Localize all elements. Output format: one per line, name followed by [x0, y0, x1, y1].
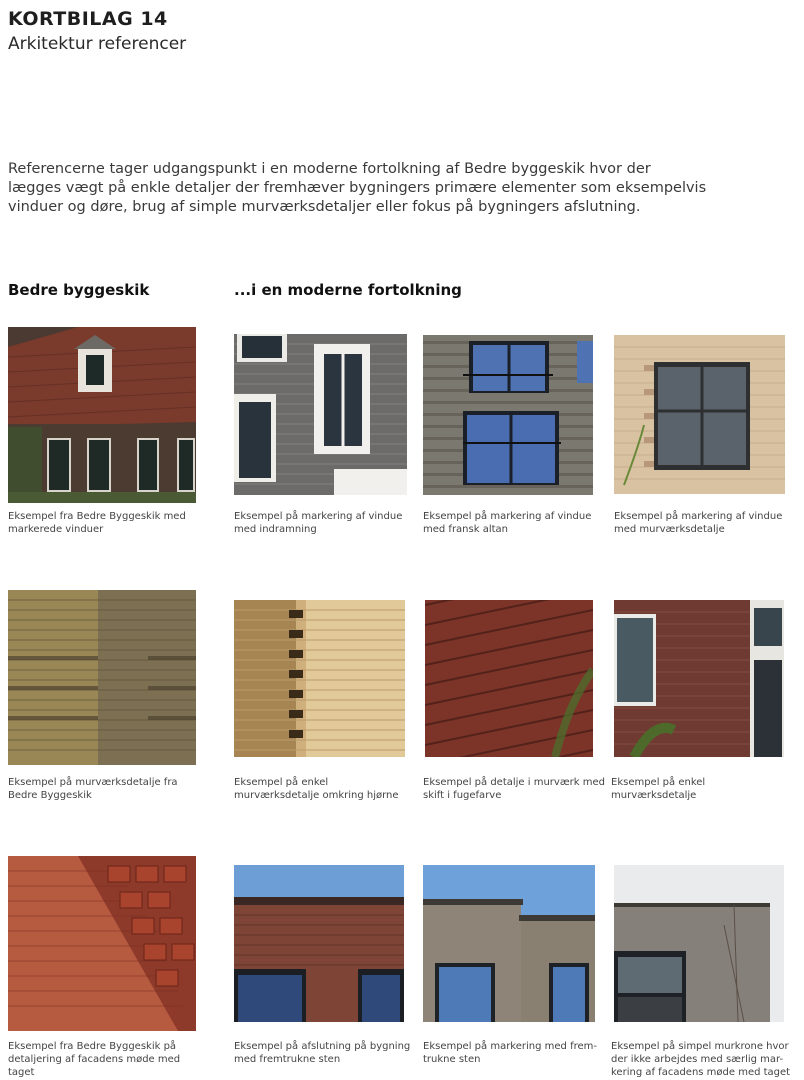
caption-2-3: Eksempel på detalje i murværk med skift i fugefarve: [423, 777, 605, 801]
photo-roof-meets-facade: [8, 856, 196, 1031]
caption-3-1: Eksempel fra Bedre Byggeskik på detaljering af facadens møde med taget: [8, 1041, 181, 1078]
photo-old-house-dormer: [8, 327, 196, 503]
caption-2-1: Eksempel på murværksdetalje fra Bedre Byggeskik: [8, 777, 178, 801]
page-title: KORTBILAG 14: [8, 8, 168, 30]
caption-3-4: Eksempel på simpel murkrone hvor der ikke arbejdes med særlig mar- kering af facadens møde med taget: [611, 1041, 791, 1078]
caption-3-3: Eksempel på markering med frem- trukne sten: [423, 1041, 597, 1065]
photo-simple-wall-crown: [614, 865, 784, 1022]
caption-1-3: Eksempel på markering af vindue med fransk altan: [423, 511, 592, 535]
caption-1-4: Eksempel på markering af vindue med murværksdetalje: [614, 511, 783, 535]
caption-3-2: Eksempel på afslutning på bygning med fremtrukne sten: [234, 1041, 411, 1065]
intro-paragraph: Referencerne tager udgangspunkt i en moderne fortolkning af Bedre byggeskik hvor der lægges vægt på enkle detaljer der fremhæver bygningers primære elementer som eksempelvis vinduer og døre, brug af simple murværksdetaljer eller fokus på bygningers afslutning.: [8, 161, 707, 215]
photo-grey-brick-framed-window: [234, 334, 407, 495]
column-heading-left: Bedre byggeskik: [8, 281, 150, 299]
photo-brick-facade-window: [614, 600, 784, 757]
photo-window-brick-detail: [614, 335, 785, 494]
caption-2-2: Eksempel på enkel murværksdetalje omkring hjørne: [234, 777, 399, 801]
photo-french-balcony: [423, 335, 593, 495]
photo-yellow-brick-corner: [234, 600, 405, 757]
photo-old-brick-corner: [8, 590, 196, 765]
caption-1-2: Eksempel på markering af vindue med indramning: [234, 511, 403, 535]
photo-cornice-protruding-bricks: [234, 865, 404, 1022]
caption-1-1: Eksempel fra Bedre Byggeskik med markerede vinduer: [8, 511, 186, 535]
caption-2-4: Eksempel på enkel murværksdetalje: [611, 777, 706, 801]
photo-red-brick-joint: [425, 600, 593, 757]
photo-marking-protruding-bricks: [423, 865, 595, 1022]
column-heading-right: ...i en moderne fortolkning: [234, 281, 462, 299]
page-subtitle: Arkitektur referencer: [8, 34, 187, 54]
